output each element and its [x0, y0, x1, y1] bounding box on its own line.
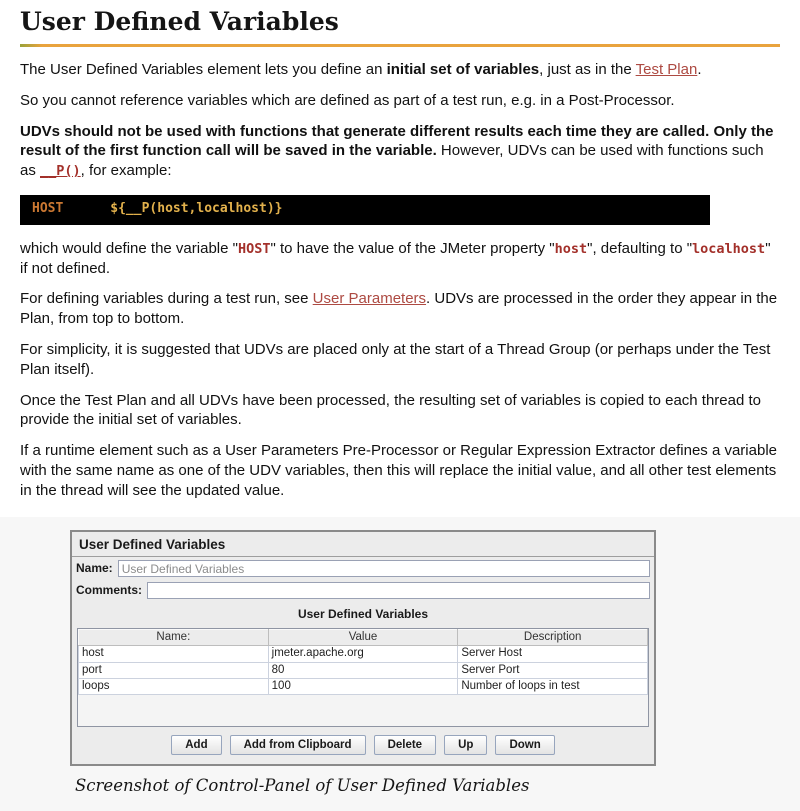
text-run: , just as in the	[539, 61, 636, 78]
bold-text-run: UDVs should not be used with functions that generate different results each time they are called. Only the result of the first function call will be saved in the variable.	[20, 122, 774, 160]
text-run: However, UDVs can be used with functions such as	[20, 142, 764, 180]
paragraph-intro	[20, 60, 780, 80]
name-label: Name:	[76, 561, 113, 576]
comments-field-row	[72, 579, 654, 601]
paragraph-simplicity: For simplicity, it is suggested that UDVs are placed only at the start of a Thread Group (or perhaps under the Test Plan itself).	[20, 341, 771, 378]
paragraph-user-parameters	[20, 289, 780, 329]
inline-code-localhost: localhost	[692, 240, 766, 257]
bold-text-run: initial set of variables	[386, 61, 540, 78]
column-header-description: Description	[458, 630, 648, 646]
paragraph-once-processed: Once the Test Plan and all UDVs have been processed, the resulting set of variables is copied to each thread to provide the initial set of variables.	[20, 391, 761, 429]
jmeter-panel-image	[70, 530, 656, 767]
cell-name: loops	[79, 678, 269, 694]
text-run: " if not defined.	[20, 239, 771, 277]
code-block	[20, 195, 710, 225]
test-plan-link[interactable]: Test Plan	[635, 61, 698, 78]
inline-code-host-prop: host	[554, 240, 588, 257]
table-header-row	[79, 630, 648, 646]
cell-value: 100	[268, 678, 458, 694]
cell-description: Number of loops in test	[458, 678, 648, 694]
paragraph-udv-warning	[20, 122, 780, 181]
text-run: .	[697, 61, 702, 78]
name-input	[118, 560, 650, 577]
heading-rule	[20, 44, 780, 47]
add-button: Add	[171, 735, 221, 755]
figure-caption: Screenshot of Control-Panel of User Defined Variables	[75, 776, 530, 796]
column-header-value: Value	[268, 630, 458, 646]
text-run: , for example:	[80, 162, 172, 180]
variables-table-title: User Defined Variables	[297, 607, 429, 622]
code-gap	[63, 201, 110, 216]
comments-label: Comments:	[76, 583, 143, 598]
text-run: which would define the variable "	[20, 239, 238, 257]
text-run: For defining variables during a test run, see	[20, 290, 313, 308]
cell-value: 80	[268, 662, 458, 678]
text-run: " to have the value of the JMeter property "	[270, 239, 555, 257]
text-run: ", defaulting to "	[587, 239, 693, 257]
variables-table	[78, 629, 648, 695]
cell-name: port	[79, 662, 269, 678]
paragraph-no-reference: So you cannot reference variables which are defined as part of a test run, e.g. in a Post-Processor.	[20, 91, 675, 109]
variables-table-scrollpane	[77, 628, 649, 727]
code-keyword: HOST	[32, 201, 64, 216]
comments-input	[147, 582, 650, 599]
screenshot-figure	[0, 517, 800, 811]
inline-code-host-var: HOST	[237, 240, 271, 257]
table-row	[79, 678, 648, 694]
p-function-link[interactable]: __P()	[40, 163, 81, 180]
paragraph-define	[20, 239, 780, 279]
paragraph-runtime-element: If a runtime element such as a User Parameters Pre-Processor or Regular Expression Extractor defines a variable with the same name as one of the UDV variables, then this will replace the initial value, and all other test elements in the thread will see the updated value.	[20, 442, 777, 499]
delete-button: Delete	[374, 735, 437, 755]
table-row	[79, 662, 648, 678]
code-expression: ${__P(host,localhost)}	[110, 201, 283, 216]
text-run: The User Defined Variables element lets you define an	[20, 61, 387, 78]
text-run: . UDVs are processed in the order they appear in the Plan, from top to bottom.	[20, 290, 778, 328]
panel-window-title: User Defined Variables	[72, 532, 654, 558]
user-parameters-link[interactable]: User Parameters	[312, 290, 427, 308]
add-from-clipboard-button: Add from Clipboard	[230, 735, 366, 755]
cell-name: host	[79, 646, 269, 662]
page-title: User Defined Variables	[20, 7, 339, 36]
table-row	[79, 646, 648, 662]
cell-value: jmeter.apache.org	[268, 646, 458, 662]
down-button: Down	[495, 735, 554, 755]
cell-description: Server Host	[458, 646, 648, 662]
panel-button-row	[72, 727, 654, 764]
name-field-row	[72, 557, 654, 579]
column-header-name: Name:	[79, 630, 269, 646]
cell-description: Server Port	[458, 662, 648, 678]
up-button: Up	[444, 735, 487, 755]
